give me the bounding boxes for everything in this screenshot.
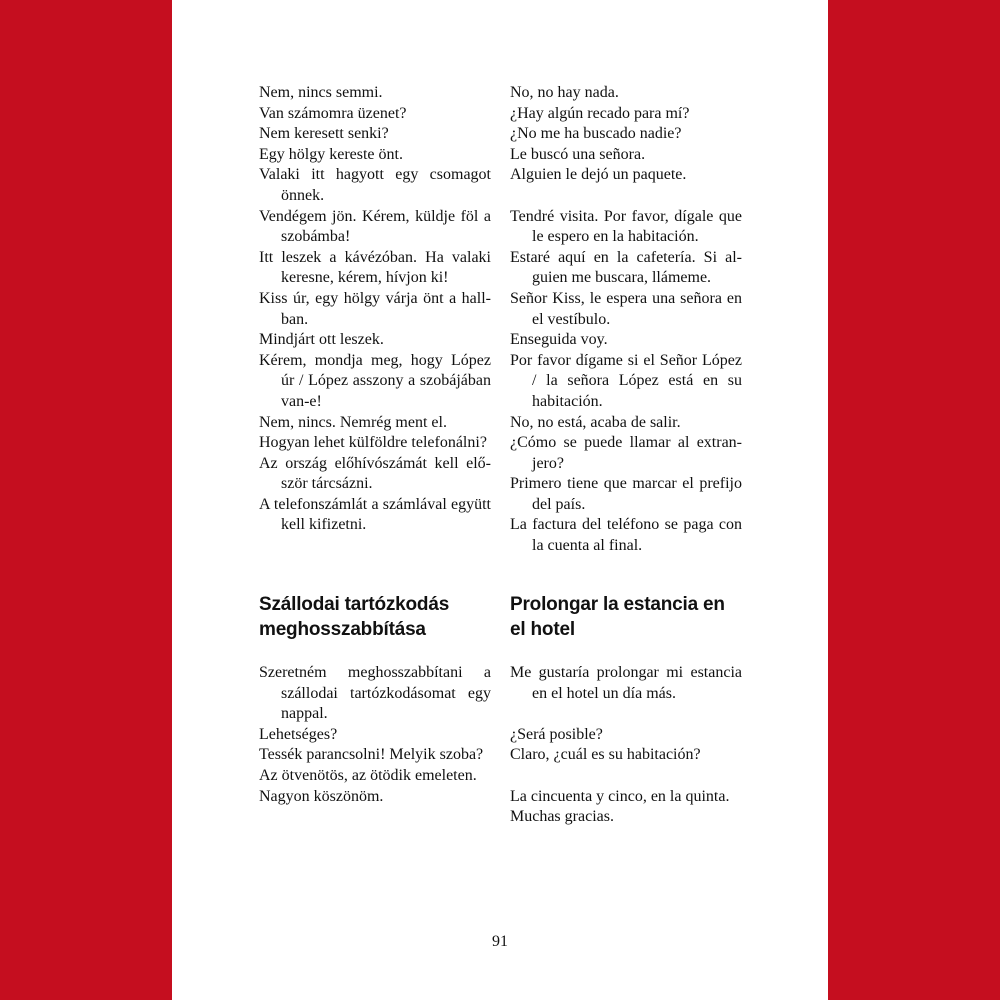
spanish-extension-column [510,663,742,828]
dialogue-line: Nem, nincs. Nemrég ment el. [259,413,447,431]
hungarian-section-heading: Szállodai tartózkodás meghosszabbítása [259,594,450,640]
spanish-dialogue-column [510,83,742,557]
dialogue-line: Szeretném meghosszabbítani a szállodai tartózkodásomat egy nappal. [259,664,491,723]
hungarian-dialogue-column [259,83,491,536]
dialogue-line: Le buscó una señora. [510,145,646,163]
dialogue-line: Van számomra üzenet? [259,104,407,122]
dialogue-line: Itt leszek a kávézóban. Ha valaki keresne, kérem, hívjon ki! [259,248,491,287]
dialogue-line: Muchas gracias. [510,808,614,826]
dialogue-line: Estaré aquí en la cafetería. Si alguien me buscara, llámeme. [510,248,742,287]
dialogue-line: Nagyon köszönöm. [259,787,384,805]
dialogue-line: Enseguida voy. [510,331,608,349]
dialogue-line: Valaki itt hagyott egy csomagot önnek. [259,166,491,204]
dialogue-line: Az ország előhívószámát kell először tárcsázni. [259,454,491,493]
page-number: 91 [492,933,508,950]
dialogue-line: Mindjárt ott leszek. [259,331,384,349]
dialogue-line: Tendré visita. Por favor, dígale que le espero en la habitación. [510,207,742,246]
dialogue-line: La factura del teléfono se paga con la cuenta al final. [510,516,742,555]
dialogue-line: Kérem, mondja meg, hogy López úr / López asszony a szobájában van-e! [259,351,491,410]
dialogue-line: La cincuenta y cinco, en la quinta. [510,787,730,805]
dialogue-line: ¿Cómo se puede llamar al extranjero? [510,434,742,472]
dialogue-line: No, no hay nada. [510,84,619,101]
dialogue-line: Alguien le dejó un paquete. [510,166,687,184]
dialogue-line: Señor Kiss, le espera una señora en el vestíbulo. [510,289,742,328]
dialogue-line: Lehetséges? [259,725,338,743]
dialogue-line: Tessék parancsolni! Melyik szoba? [259,746,484,764]
dialogue-line: Claro, ¿cuál es su habitación? [510,746,701,764]
dialogue-line: A telefonszámlát a számlával együtt kell kifizetni. [259,495,491,534]
dialogue-line: ¿No me ha buscado nadie? [510,125,682,143]
spanish-section-heading: Prolongar la estancia en el hotel [510,594,725,640]
dialogue-line: ¿Será posible? [510,725,603,743]
dialogue-line: Por favor dígame si el Señor López / la señora López está en su habitación. [510,351,742,410]
dialogue-line: No, no está, acaba de salir. [510,413,681,431]
hungarian-extension-column [259,663,491,807]
dialogue-line: Hogyan lehet külföldre telefonálni? [259,434,487,452]
dialogue-line: Az ötvenötös, az ötödik emeleten. [259,766,477,784]
dialogue-line: ¿Hay algún recado para mí? [510,104,690,122]
dialogue-line: Nem, nincs semmi. [259,84,383,101]
dialogue-line: Egy hölgy kereste önt. [259,145,403,163]
book-page [172,0,828,1000]
dialogue-line: Kiss úr, egy hölgy várja önt a hallban. [259,289,491,328]
dialogue-line: Nem keresett senki? [259,125,389,143]
dialogue-line: Primero tiene que marcar el prefijo del país. [510,475,742,513]
dialogue-line: Vendégem jön. Kérem, küldje föl a szobámba! [259,207,491,246]
dialogue-line: Me gustaría prolongar mi estancia en el hotel un día más. [510,664,742,702]
